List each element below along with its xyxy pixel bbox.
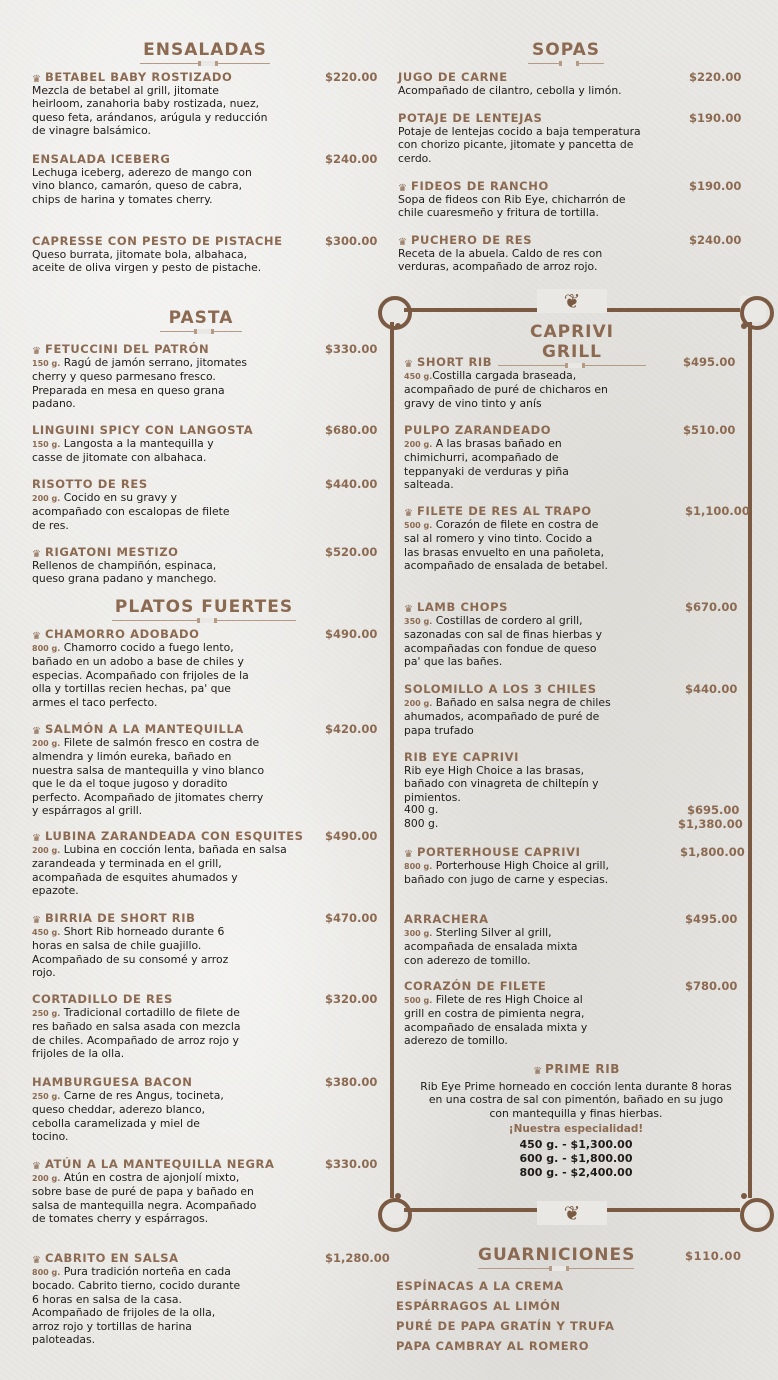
ensaladas-title: ENSALADAS xyxy=(140,40,270,66)
menu-item: ♛ BIRRIA DE SHORT RIB $470.00 450 g. Short Rib horneado durante 6 horas en salsa de chile guajillo. Acompañado de su consomé y arroz rojo. xyxy=(32,911,378,980)
menu-item: SOLOMILLO A LOS 3 CHILES $440.00 200 g. Bañado en salsa negra de chiles ahumados, acompañado de puré de papa trufado xyxy=(404,682,738,737)
menu-item: CORAZÓN DE FILETE $780.00 500 g. Filete de res High Choice al grill en costra de pimienta negra, acompañado de ensalada mixta y aderezo de tomillo. xyxy=(404,979,738,1048)
frame-corner xyxy=(378,1198,404,1224)
menu-item: PULPO ZARANDEADO $510.00 200 g. A las brasas bañado en chimichurri, acompañado de teppanyaki de verduras y piña salteada. xyxy=(404,423,736,492)
chef-hat-icon: ♛ xyxy=(398,237,408,248)
menu-item: CORTADILLO DE RES $320.00 250 g. Tradicional cortadillo de filete de res bañado en salsa asada con mezcla de chiles. Acompañado de arroz rojo y frijoles de la olla. xyxy=(32,992,378,1061)
prime-option: 800 g. - $2,400.00 xyxy=(519,1166,633,1180)
menu-item: RISOTTO DE RES $440.00 200 g. Cocido en su gravy y acompañado con escalopas de filete de res. xyxy=(32,477,378,532)
menu-item: ♛ SALMÓN A LA MANTEQUILLA $420.00 200 g. Filete de salmón fresco en costra de almendra y limón eureka, bañado en nuestra salsa de mantequilla y vino blanco que le da el toque jugoso y doradito perfecto. Acompañado de jitomates cherry y espárragos al grill. xyxy=(32,722,378,818)
menu-item: ENSALADA ICEBERG $240.00 Lechuga iceberg, aderezo de mango con vino blanco, camarón, queso de cabra, chips de harina y tomates cherry. xyxy=(32,152,378,206)
menu-item: ♛ SHORT RIB $495.00 450 g.Costilla cargada braseada, acompañado de puré de chicharos en gravy de vino tinto y anís xyxy=(404,355,736,410)
ornament-top-icon: ❦ xyxy=(537,289,607,313)
chef-hat-icon: ♛ xyxy=(404,604,414,615)
menu-item: LINGUINI SPICY CON LANGOSTA $680.00 150 g. Langosta a la mantequilla y casse de jitomate con albahaca. xyxy=(32,423,378,465)
frame-corner xyxy=(740,1198,766,1224)
menu-item: ♛ PUCHERO DE RES $240.00 Receta de la abuela. Caldo de res con verduras, acompañado de arroz rojo. xyxy=(398,233,742,274)
prime-option: 450 g. - $1,300.00 xyxy=(519,1138,633,1152)
side-item: ESPÍNACAS A LA CREMA xyxy=(396,1279,564,1293)
menu-item: ♛ PORTERHOUSE CAPRIVI $1,800.00 800 g. Porterhouse High Choice al grill, bañado con jugo de carne y especias. xyxy=(404,845,745,887)
menu-item: ♛ FIDEOS DE RANCHO $190.00 Sopa de fideos con Rib Eye, chicharrón de chile cuaresmeño y fritura de tortilla. xyxy=(398,179,742,220)
prime-option: 600 g. - $1,800.00 xyxy=(519,1152,633,1166)
menu-item: ♛ FILETE DE RES AL TRAPO $1,100.00 500 g. Corazón de filete en costra de sal al romero y vino tinto. Cocido a las brasas envuelto en una pañoleta, acompañado de ensalada de betabel. xyxy=(404,504,750,573)
sopas-title: SOPAS xyxy=(528,40,604,66)
frame-corner xyxy=(378,296,404,322)
chef-hat-icon: ♛ xyxy=(404,359,414,370)
chef-hat-icon: ♛ xyxy=(32,1161,42,1172)
menu-item: HAMBURGUESA BACON $380.00 250 g. Carne de res Angus, tocineta, queso cheddar, aderezo blanco, cebolla caramelizada y miel de tocino. xyxy=(32,1075,378,1144)
frame-dot xyxy=(741,1193,747,1199)
ornament-bottom-icon: ❦ xyxy=(537,1201,607,1225)
frame-dot xyxy=(395,1193,401,1199)
platos-fuertes-title: PLATOS FUERTES xyxy=(112,597,296,623)
menu-item: ♛ LUBINA ZARANDEADA CON ESQUITES $490.00 200 g. Lubina en cocción lenta, bañada en salsa zarandeada y terminada en el grill, acompañada de esquites ahumados y epazote. xyxy=(32,829,378,898)
menu-item: ARRACHERA $495.00 300 g. Sterling Silver al grill, acompañada de ensalada mixta con aderezo de tomillo. xyxy=(404,912,738,967)
chef-hat-icon: ♛ xyxy=(32,346,42,357)
menu-item: ♛ RIGATONI MESTIZO $520.00 Rellenos de champiñón, espinaca, queso grana padano y manchego. xyxy=(32,545,378,586)
chef-hat-icon: ♛ xyxy=(32,74,42,85)
menu-item: RIB EYE CAPRIVI Rib eye High Choice a las brasas, bañado con vinagreta de chiltepín y pimientos. 400 g. $695.00 800 g. $1,380.00 xyxy=(404,750,743,831)
chef-hat-icon: ♛ xyxy=(32,915,42,926)
chef-hat-icon: ♛ xyxy=(32,726,42,737)
chef-hat-icon: ♛ xyxy=(32,833,42,844)
menu-item: ♛ CHAMORRO ADOBADO $490.00 800 g. Chamorro cocido a fuego lento, bañado en un adobo a base de chiles y especias. Acompañado con frijoles de la olla y tortillas recien hechas, pa' que armes el taco perfecto. xyxy=(32,627,378,709)
menu-item: ♛ LAMB CHOPS $670.00 350 g. Costillas de cordero al grill, sazonadas con sal de finas hierbas y acompañadas con fondue de queso pa' que las bañes. xyxy=(404,600,738,669)
menu-item: ♛ BETABEL BABY ROSTIZADO $220.00 Mezcla de betabel al grill, jitomate heirloom, zanahoria baby rostizada, nuez, queso feta, arándanos, arúgula y reducción de vinagre balsámico. xyxy=(32,70,378,138)
chef-hat-icon: ♛ xyxy=(32,631,42,642)
frame-dot xyxy=(741,323,747,329)
side-item: PAPA CAMBRAY AL ROMERO xyxy=(396,1339,590,1353)
frame-dot xyxy=(395,323,401,329)
chef-hat-icon: ♛ xyxy=(404,508,414,519)
chef-hat-icon: ♛ xyxy=(32,549,42,560)
caprivi-grill-title: CAPRIVI GRILL xyxy=(498,322,646,368)
guarniciones-title: GUARNICIONES xyxy=(478,1245,634,1271)
chef-hat-icon: ♛ xyxy=(404,849,414,860)
chef-hat-icon: ♛ xyxy=(398,183,408,194)
prime-rib: ♛ PRIME RIB Rib Eye Prime horneado en cocción lenta durante 8 horas en una costra de sal con pimentón, bañado en su jugo con mantequilla y finas hierbas. ¡Nuestra especialidad! 450 g. - $1,300.00 600 g. - $1,800.00 800 g. - $2,400.00 xyxy=(420,1062,732,1180)
menu-item: ♛ ATÚN A LA MANTEQUILLA NEGRA $330.00 200 g. Atún en costra de ajonjolí mixto, sobre base de puré de papa y bañado en salsa de mantequilla negra. Acompañado de tomates cherry y espárragos. xyxy=(32,1157,378,1226)
menu-item: CAPRESSE CON PESTO DE PISTACHE $300.00 Queso burrata, jitomate bola, albahaca, aceite de oliva virgen y pesto de pistache. xyxy=(32,234,378,275)
chef-hat-icon: ♛ xyxy=(32,1255,42,1266)
menu-item: POTAJE DE LENTEJAS $190.00 Potaje de lentejas cocido a baja temperatura con chorizo picante, jitomate y pancetta de cerdo. xyxy=(398,111,742,165)
guarniciones-price: $110.00 xyxy=(685,1249,742,1263)
specialty-note: ¡Nuestra especialidad! xyxy=(508,1123,644,1136)
menu-item: ♛ FETUCCINI DEL PATRÓN $330.00 150 g. Ragú de jamón serrano, jitomates cherry y queso parmesano fresco. Preparada en mesa en queso grana padano. xyxy=(32,342,378,411)
menu-item: ♛ CABRITO EN SALSA $1,280.00 800 g. Pura tradición norteña en cada bocado. Cabrito tierno, cocido durante 6 horas en salsa de la casa. Acompañado de frijoles de la olla, arroz rojo y tortillas de harina paloteadas. xyxy=(32,1251,390,1347)
menu-item: JUGO DE CARNE $220.00 Acompañado de cilantro, cebolla y limón. xyxy=(398,70,742,97)
chef-hat-icon: ♛ xyxy=(533,1066,543,1077)
frame-corner xyxy=(740,296,766,322)
pasta-title: PASTA xyxy=(160,308,242,334)
side-item: PURÉ DE PAPA GRATÍN Y TRUFA xyxy=(396,1319,615,1333)
side-item: ESPÁRRAGOS AL LIMÓN xyxy=(396,1299,561,1313)
